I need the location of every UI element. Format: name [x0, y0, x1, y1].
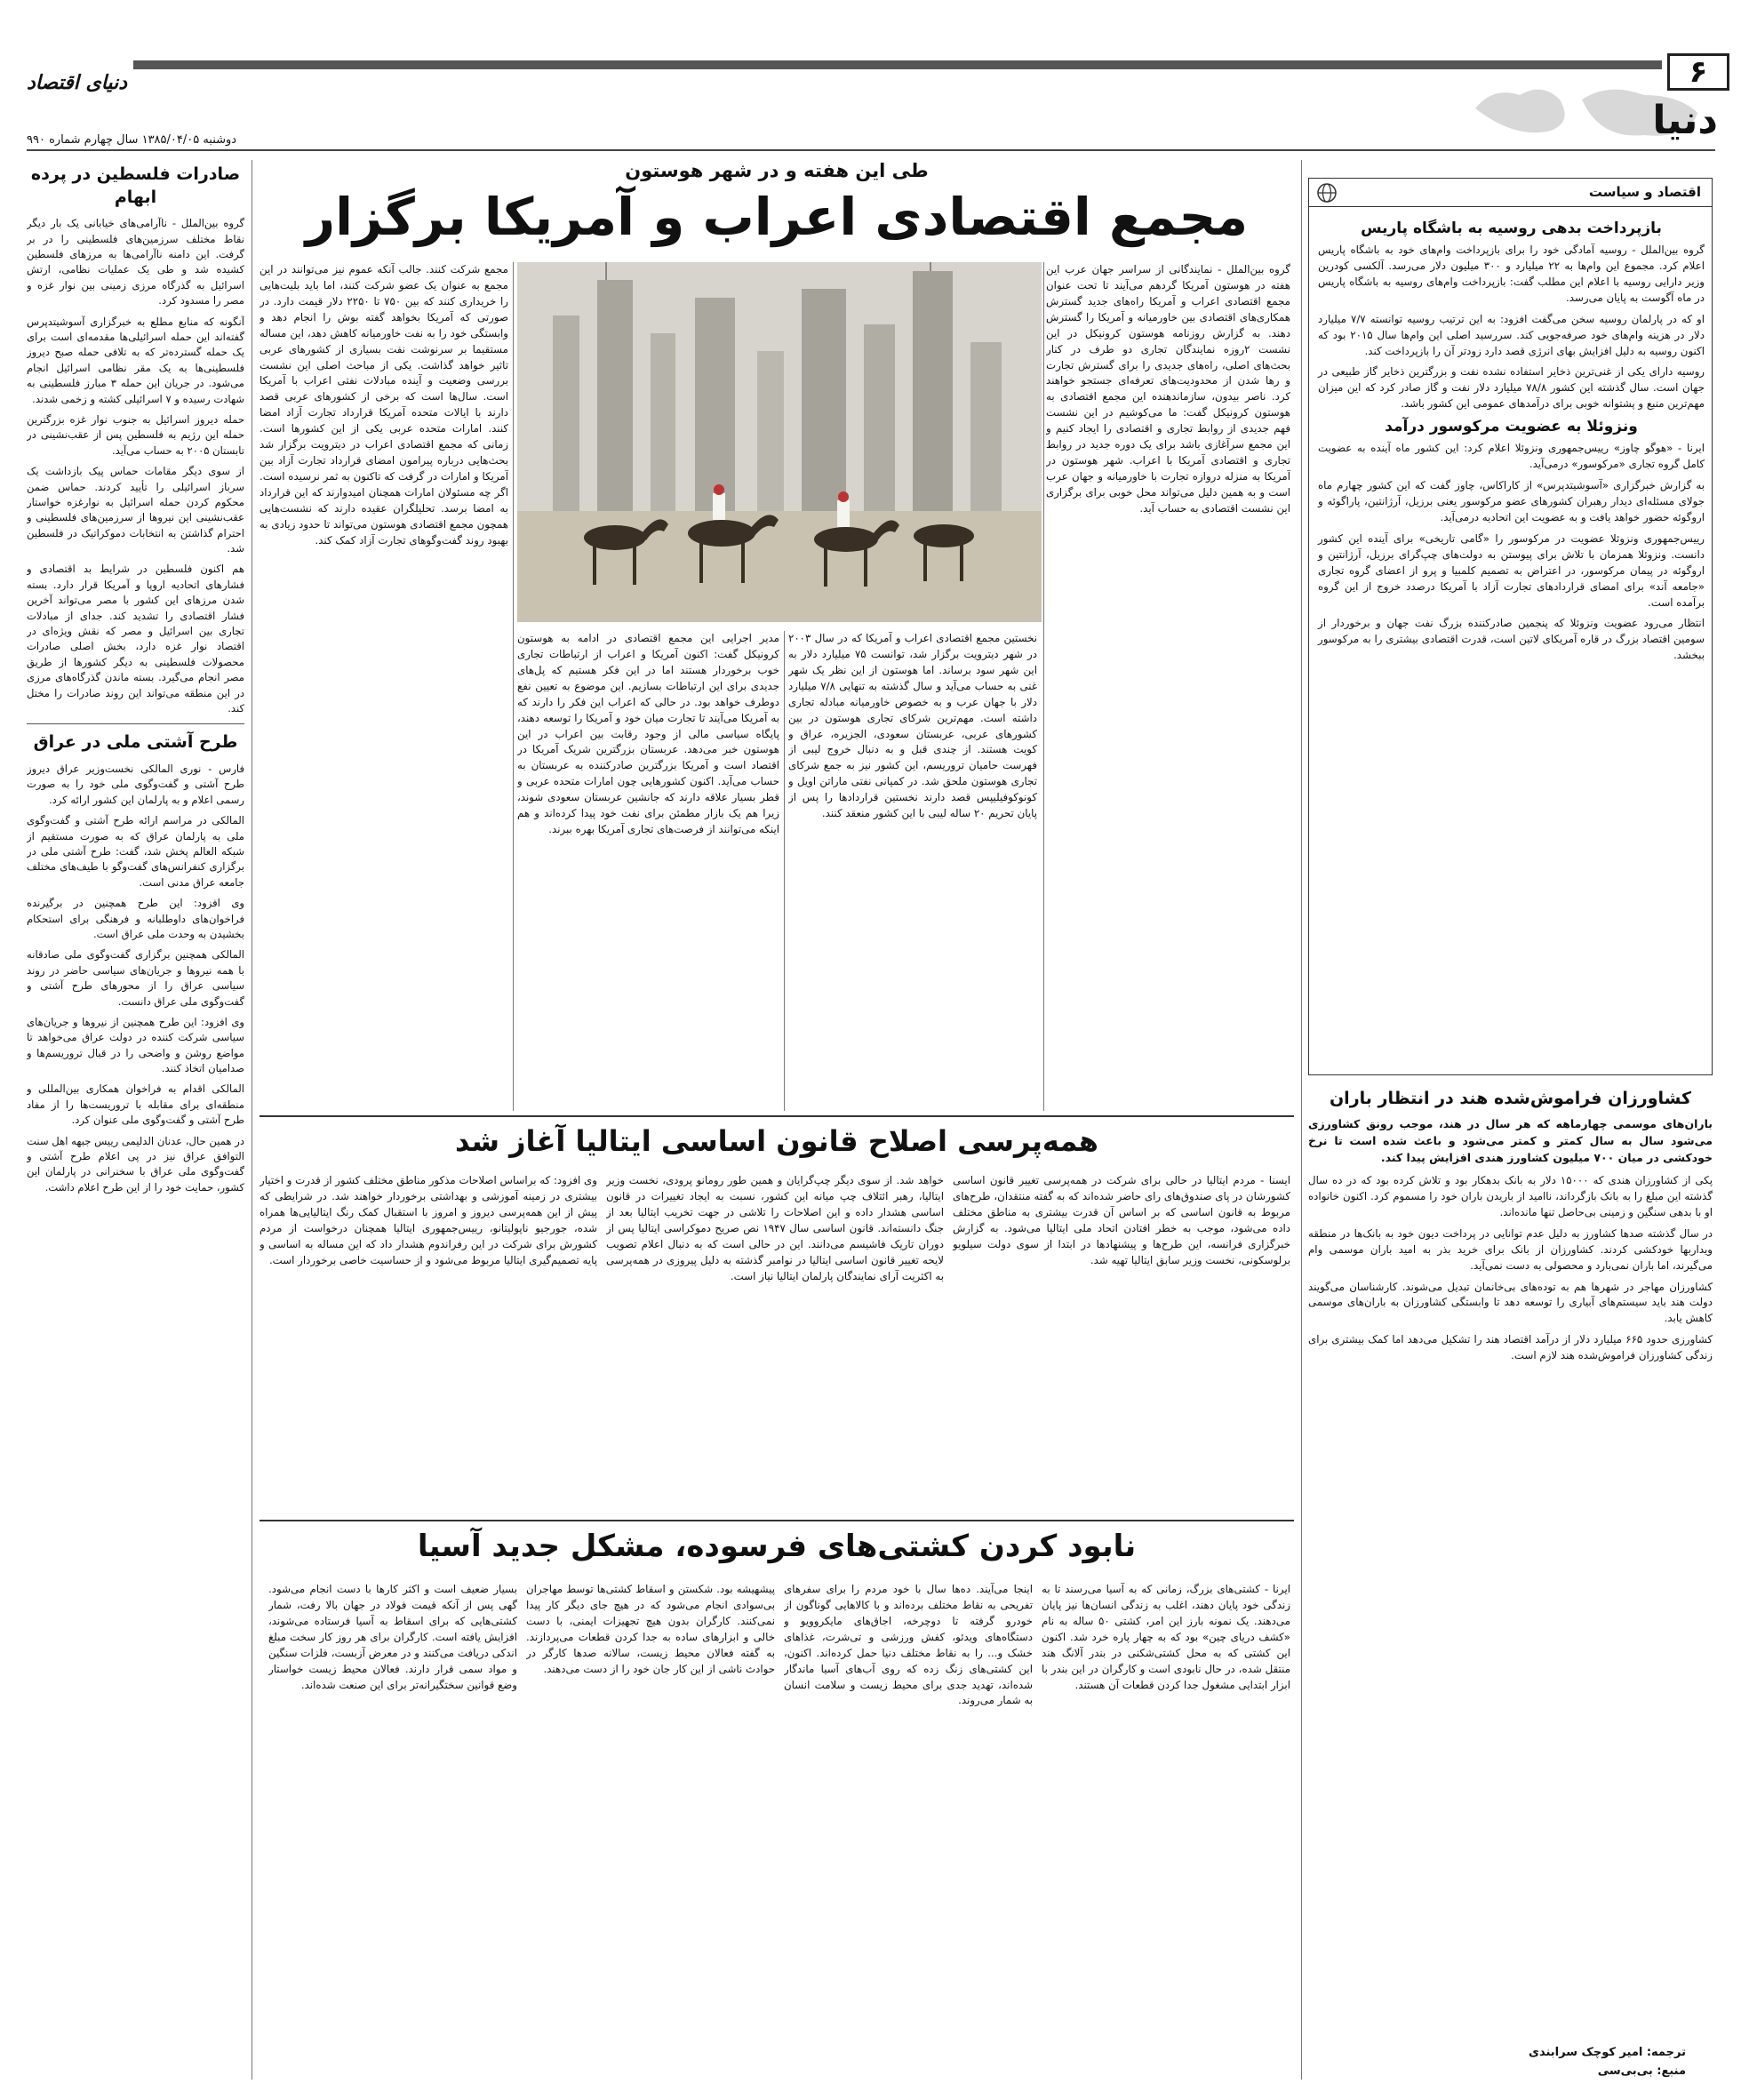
left-column — [27, 160, 244, 2088]
venezuela-paragraph: به گزارش خبرگزاری «آسوشیتدپرس» از کاراکاس، چاوز گفت که این کشور چهارم ماه جولای مسئله‌ای دیدار رهبران کشورهای عضو مرکوسور یعنی برزیل، آرژانتین، پاراگوئه و اروگوئه حضور خواهد یافت و به عضویت این اتحادیه درمی‌آید. — [1318, 479, 1705, 523]
italy-column: وی افزود: که براساس اصلاحات مذکور مناطق مختلف کشور از قدرت و اختیار بیشتری در زمینه آموزشی و بهداشتی برخوردار خواهند شد. در شرایطی که پیش از این همه‌پرسی دیروز و امروز با استقبال کمک رنگ ایتالیایی‌ها همراه شده، جورجیو ناپولیتانو، رییس‌جمهوری ایتالیا همچنان درخواست از مردم کشورش برای شرکت در این رفراندوم هشدار داد که این مساله به اساسی و پایه تصمیم‌گیری ایتالیا مربوط می‌شود و از حساسیت خاصی برخوردار است. — [260, 1174, 597, 1266]
venezuela-paragraph: رییس‌جمهوری ونزوئلا عضویت در مرکوسور را «گامی تاریخی» برای آینده این کشور دانست. ونزوئلا همزمان با تلاش برای پیوستن به دولت‌های چپ‌گرای برزیل، آرژانتین و اروگوئه در پیمان مرکوسور، در اعتراض به تصمیم کلمبیا و پرو از اعضای گروه تجاری «جامعه آند» برای امضای قراردادهای تجارت آزاد با آمریکا درصدد خروج از این گروه برآمده است. — [1318, 531, 1705, 609]
palestine-paragraph: هم اکنون فلسطین در شرایط بد اقتصادی و فشارهای اتحادیه اروپا و آمریکا قرار دارد. بسته شدن مرزهای این کشور با مصر می‌تواند آخرین فشار اقتصادی را تشدید کند. جدای از مبادلات تجاری بین اسرائیل و مصر که نقش ویژه‌ای در اقتصاد نوار غزه دارد، بخش اصلی صادرات محصولات فلسطینی به دیگر کشورها از طریق مصر انجام می‌گیرد. بسته ماندن گذرگاه‌های مرزی در این منطقه می‌تواند این روند صادرات را مختل کند. — [27, 563, 244, 715]
palestine-paragraph: آنگونه که منابع مطلع به خبرگزاری آسوشیتدپرس گفته‌اند این حمله اسرائیلی‌ها مقدمه‌ای است برای یک حمله گسترده‌تر که به تلافی حمله صبح دیروز فلسطینی‌ها به یک مقر نظامی اسرائیل انجام می‌شود. در جریان این حمله ۳ مبارز فلسطینی به شهادت رسیده و ۷ اسرائیلی کشته و زخمی شدند. — [27, 315, 244, 405]
russia-story-title: بازپرداخت بدهی روسیه به باشگاه پاریس — [1361, 220, 1662, 237]
india-farmers-paragraph: پکی از کشاورزان هندی که ۱۵۰۰۰ دلار به بانک بدهکار بود و تلاش کرده بود که در ده سال گذشته این مبلغ را به بانک بازگرداند، ناامید از باریدن باران خود را مسموم کرد. اکنون خانواده او با بدهی سنگین و زمینی بی‌حاصل تنها مانده‌اند. — [1308, 1174, 1713, 1218]
india-farmers-title: کشاورزان فراموش‌شده هند در انتظار باران — [1329, 1089, 1692, 1108]
main-kicker: طی این هفته و در شهر هوستون — [625, 160, 929, 181]
iraq-paragraph: المالکی در مراسم ارائه طرح آشتی و گفت‌وگوی ملی به پارلمان عراق که به صورت مستقیم از شبکه العالم پخش شد، گفت: طرح آشتی ملی در برگزاری کنفرانس‌های گفت‌وگو با طیف‌های مختلف جامعه عراق مدنی است. — [27, 814, 244, 889]
india-farmers-story — [1308, 1089, 1713, 2088]
iraq-paragraph: وی افزود: این طرح همچنین در برگیرنده فراخوان‌های داوطلبانه و فرهنگی برای استحکام بخشیدن به وحدت ملی عراق است. — [27, 897, 244, 940]
asia-column: پیشهیشه بود. شکستن و اسقاط کشتی‌ها توسط مهاجران بی‌سوادی انجام می‌شود که در هیچ جای دیگر کار پیدا نمی‌کنند. کارگران بدون هیچ تجهیزات ایمنی، با دست خالی و ابزارهای ساده به جدا کردن قطعات می‌پردازند. به گفته فعالان محیط زیست، سالانه صدها کارگر در حوادث ناشی از این کار جان خود را از دست می‌دهند. — [526, 1583, 775, 1675]
box-label: اقتصاد و سیاست — [1309, 179, 1712, 207]
source-credit: منبع: بی‌بی‌سی — [1597, 2064, 1686, 2079]
main-area — [260, 160, 1294, 2088]
column-separator — [513, 262, 514, 1111]
main-story-column: مجمع شرکت کنند. جالب آنکه عموم نیز می‌توانند در این مجمع به عنوان یک عضو شرکت کنند، اما باید بلیت‌هایی را خریداری کنند که بین ۷۵۰ تا ۲۲۵۰ دلار قیمت دارد. در صورتی که آمریکا بخواهد گفته بوش را انجام دهد و وابستگی خود را به نفت خاورمیانه کاهش دهد، این مساله مستقیما بر سرنوشت نفت بسیاری از کشورهای عربی تاثیر خواهد گذاشت. یکی از مباحث اصلی این نشست بررسی وضعیت و آینده مبادلات نفتی اعراب با آمریکا است. سال‌ها است که برخی از کشورهای عربی قصد دارند با ایالات متحده آمریکا قرارداد تجارت آزاد امضا کنند. امارات متحده عربی یکی از این کشورها است. زمانی که مجمع اقتصادی اعراب در دیترویت برگزار شد بحث‌هایی درباره پیرامون امضای قرارداد تجارت آزاد بین آمریکا و امارات در گرفت که تاکنون به ثمر نرسیده است. اگر چه مسئولان امارات همچنان امیدوارند که این قرارداد به امضا برسد. تحلیلگران عقیده دارند که نشست‌هایی همچون مجمع اقتصادی هوستون می‌تواند تا حدود زیادی به بهبود روند گفت‌وگوهای تجارت آزاد کمک کند. — [260, 263, 508, 547]
iraq-paragraph: وی افزود: این طرح همچنین از نیروها و جریان‌های سیاسی شرکت کننده در دولت عراق می‌خواهد تا مواضع روشن و واضحی را در قبال تروریسم‌ها و صدامیان اتخاذ کنند. — [27, 1015, 244, 1075]
venezuela-story-title: ونزوئلا به عضویت مرکوسور درآمد — [1385, 418, 1638, 436]
russia-paragraph: گروه بین‌الملل - روسیه آمادگی خود را برای بازپرداخت وام‌های خود به باشگاه پاریس اعلام کرد. مجموع این وام‌ها به ۲۲ میلیارد و ۳۰۰ میلیون دلار می‌رسد. آلکسی کودرین وزیر دارایی روسیه با اعلام این مطلب گفت: بازپرداخت وام‌های روسیه به باشگاه پاریس در ماه آگوست به پایان می‌رسد. — [1318, 244, 1705, 304]
main-story-column: نخستین مجمع اقتصادی اعراب و آمریکا که در سال ۲۰۰۳ در شهر دیترویت برگزار شد، توانست ۷۵ میلیارد دلار به این شهر سود برساند. اما هوستون از این نظر یک شهر غنی به حساب می‌آید و سال گذشته به تنهایی ۷/۸ میلیارد دلار با جهان عرب و به خصوص خاورمیانه مبادله تجاری داشته است. مهم‌ترین شرکای تجاری هوستون در بین کشورهای عربی، عربستان سعودی، الجزیره، عراق و کویت هستند. از چندی قبل و به دنبال خروج لیبی از فهرست حامیان تروریسم، این کشور نیز به جمع شرکای تجاری هوستون ملحق شد. در کمپانی نفتی ماراتن اویل و کونوکوفیلیپس قصد دارند نخستین قراردادها را پس از پایان تحریم ۲۰ ساله لیبی با این کشور منعقد کنند. — [788, 632, 1037, 820]
right-column — [1308, 178, 1713, 2088]
italy-column: ایسنا - مردم ایتالیا در حالی برای شرکت در همه‌پرسی تغییر قانون اساسی کشورشان در پای صندوق‌های رای حاضر شده‌اند که به گفته منتقدان، طرح‌های مربوط به قانون اساسی که بر اساس آن قدرت بیشتری به مناطق مختلف داده می‌شود، موجب به خطر افتادن اتحاد ملی ایتالیا می‌شود. به گزارش خبرگزاری فرانسه، این طرح‌ها و پیشنهادها در ابتدا از سوی دولت سیلویو برلوسکونی، نخست وزیر سابق ایتالیا تهیه شد. — [953, 1174, 1290, 1266]
page-number: ۶ — [1667, 53, 1729, 91]
section-title: دنیا — [1652, 98, 1718, 143]
asia-column: بسیار ضعیف است و اکثر کارها با دست انجام می‌شود. گهی پس از آنکه قیمت فولاد در جهان بالا رفت، شمار کشتی‌هایی که برای اسقاط به آسیا فرستاده می‌شوند، افزایش یافته است. کارگران برای هر روز کار سخت مبلغ اندکی دریافت می‌کنند و در معرض آزبست، فلزات سنگین و مواد سمی قرار دارند. فعالان محیط زیست خواستار وضع قوانین سختگیرانه‌تر برای این صنعت شده‌اند. — [268, 1583, 517, 1691]
asia-headline: نابود کردن کشتی‌های فرسوده، مشکل جدید آسیا — [417, 1529, 1137, 1564]
column-separator — [784, 631, 785, 1111]
masthead-logo: دنیای اقتصاد — [27, 71, 127, 94]
palestine-paragraph: گروه بین‌الملل - ناآرامی‌های خیابانی یک بار دیگر نقاط مختلف سرزمین‌های فلسطینی را در بر گرفت. این دامنه ناآرامی‌ها به مرزهای فلسطین کشیده شد و طی یک عملیات نظامی، ارتش اسرائیل به گذرگاه مرزی زمینی بین نوار غزه و مصر را مسدود کرد. — [27, 217, 244, 307]
palestine-story-title: صادرات فلسطین در پرده ابهام — [30, 164, 241, 207]
main-headline: مجمع اقتصادی اعراب و آمریکا برگزار — [305, 187, 1249, 247]
india-farmers-lead: باران‌های موسمی چهارماهه که هر سال در هند، موجب رونق کشاورزی می‌شود سال به سال کمتر و کمتر می‌شود و باعث شده است تا نرخ خودکشی در میان ۷۰۰ میلیون کشاورز هندی افزایش پیدا کند. — [1308, 1117, 1713, 1164]
italy-column: خواهد شد. از سوی دیگر چپ‌گرایان و همین طور رومانو پرودی، نخست وزیر ایتالیا، رهبر ائتلاف چپ میانه این کشور، نسبت به ایجاد تغییرات در قانون اساسی هشدار داده و این اصلاحات را تلاشی در جهت تخریب ایتالیا بعد از جنگ دانسته‌اند. قانون اساسی سال ۱۹۴۷ نص صریح دموکراسی ایتالیا پس از دوران تاریک فاشیسم می‌دانند. این در حالی است که به دنبال اعلام تصویب لایحه تغییر قانون اساسی ایتالیا در نوامبر گذشته به دلیل پیروزی در همه‌پرسی به اکثریت آرای نمایندگان پارلمان ایتالیا نیاز است. — [606, 1174, 944, 1282]
venezuela-paragraph: انتظار می‌رود عضویت ونزوئلا که پنجمین صادرکننده بزرگ نفت جهان و برخوردار از سومین اقتصاد بزرگ در قاره آمریکای لاتین است، قدرت اقتصادی بیشتری را به مرکوسور ببخشد. — [1318, 617, 1705, 662]
russia-paragraph: او که در پارلمان روسیه سخن می‌گفت افزود: به این ترتیب روسیه توانسته ۷/۷ میلیارد دلار در هزینه وام‌های خود صرفه‌جویی کند. سررسید اصلی این وام‌ها سال ۲۰۱۵ بود که اکنون روسیه به دلیل افزایش بهای انرژی قصد دارد زودتر آن را بازپرداخت کند. — [1318, 312, 1705, 357]
india-farmers-paragraph: کشاورزان مهاجر در شهرها هم به توده‌های بی‌خانمان تبدیل می‌شوند. کارشناسان می‌گویند دولت هند باید سیستم‌های آبیاری را توسعه دهد تا وابستگی کشاورزان به باران‌های موسمی کاهش یابد. — [1308, 1280, 1713, 1325]
palestine-paragraph: از سوی دیگر مقامات حماس پیک بازداشت یک سرباز اسرائیلی را تأیید کردند. حماس ضمن محکوم کردن حمله اسرائیل به نوارغزه خواستار عقب‌نشینی این نیروها از سرزمین‌های فلسطینی و احترام گذاشتن به انتخابات دموکراتیک در فلسطین شد. — [27, 465, 244, 555]
economy-politics-box — [1308, 178, 1713, 1075]
main-story-column: مدیر اجرایی این مجمع اقتصادی در ادامه به هوستون کرونیکل گفت: اکنون آمریکا و اعراب از ارتباطات تجاری خوب برخوردار هستند اما در این فکر هستیم که پل‌های جدیدی برای این ارتباطات بسازیم. این موضوع به تعیین نفع دوطرف خواهد بود. در حالی که اعراب این فکر را دارند که به آمریکا می‌آیند تا تجارت میان خود و آمریکا را توسعه دهند، پایگاه سیاسی مالی از وجود رقابت بین اعراب در این هوستون خبر می‌دهد. عربستان بزرگترین شریک آمریکا در اقتصاد است و آمریکا بزرگترین صادرکننده به عربستان به حساب می‌آید. اکنون کشورهایی چون امارات متحده عربی و قطر بسیار علاقه دارند که جانشین عربستان سعودی شوند، زیرا هم یک بازار مطمئن برای نفت خود پیدا کرده‌اند و هم اینکه می‌توانند از فرصت‌های تجاری آمریکا بهره ببرند. — [517, 632, 779, 836]
palestine-paragraph: حمله دیروز اسرائیل به جنوب نوار غزه بزرگترین حمله این رژیم به فلسطین پس از عقب‌نشینی در تابستان ۲۰۰۵ به حساب می‌آید. — [27, 412, 244, 457]
column-separator — [1043, 262, 1044, 1111]
asia-column: ایرنا - کشتی‌های بزرگ، زمانی که به آسیا می‌رسند تا به زندگی خود پایان دهند، اغلب به زندگی انسان‌ها نیز پایان می‌دهند. یک نمونه بارز این امر، کشتی ۵۰ ساله به نام «کشف دریای چین» بود که به چهار پاره خرد شد. اکنون این کشتی که به محل کشتی‌شکنی در بندر آلانگ هند منتقل شده، در حال نابودی است و کارگران در این بندر با ابزار ابتدایی مشغول جدا کردن قطعات آن هستند. — [1042, 1583, 1290, 1691]
iraq-paragraph: المالکی همچنین برگزاری گفت‌وگوی ملی صادقانه با همه نیروها و جریان‌های سیاسی حاضر در روند سیاسی عراق را از محورهای طرح آشتی و گفت‌وگوی ملی عراق دانست. — [27, 948, 244, 1008]
header-rule — [133, 60, 1662, 69]
story-divider — [27, 723, 244, 724]
issue-info: دوشنبه ۱۳۸۵/۰۴/۰۵ سال چهارم شماره ۹۹۰ — [27, 133, 237, 147]
venezuela-paragraph: ایرنا - «هوگو چاوز» رییس‌جمهوری ونزوئلا اعلام کرد: این کشور ماه آینده به عضویت کامل گروه تجاری «مرکوسور» درمی‌آید. — [1318, 442, 1705, 471]
column-separator — [1301, 160, 1302, 2080]
iraq-paragraph: المالکی اقدام به فراخوان همکاری بین‌المللی و منطقه‌ای برای مقابله با تروریست‌ها را از مفاد طرح آشتی و گفت‌وگوی ملی عنوان کرد. — [27, 1082, 244, 1127]
iraq-story-title: طرح آشتی ملی در عراق — [33, 732, 238, 753]
iraq-paragraph: در همین حال، عدنان الدلیمی رییس جبهه اهل سنت التوافق عراق نیز در پی اعلام طرح آشتی و گفت‌وگوی ملی عراق با سخنرانی در پارلمان این کشور، حمایت خود را از این طرح اعلام داشت. — [27, 1134, 244, 1194]
camel-race-skyline-photo — [517, 262, 1042, 622]
story-rule — [260, 1115, 1294, 1117]
translator-credit: ترجمه: امیر کوچک سرابندی — [1529, 2046, 1686, 2060]
russia-paragraph: روسیه دارای یکی از غنی‌ترین ذخایر استفاده نشده نفت و بزرگترین ذخایر گاز طبیعی در جهان است. سال گذشته این کشور ۷۸/۸ میلیارد دلار نفت و گاز صادر کرد که این میزان مهم‌ترین منبع و پشتوانه خوبی برای درآمدهای عمومی این کشور باشد. — [1318, 365, 1705, 411]
main-story-column: گروه بین‌الملل - نمایندگانی از سراسر جهان عرب این هفته در هوستون آمریکا گردهم می‌آیند تا تحت عنوان مجمع اقتصادی اعراب و آمریکا راه‌های جدید گسترش همکاری‌های اقتصادی بین خاورمیانه و آمریکا را گسترش دهند. به گزارش روزنامه هوستون کرونیکل در این نشست ۲روزه نمایندگان تجاری دو طرف در کنار بحث‌های اصلی، راه‌های جدیدی را برای گسترش تجارت و رها شدن از محدودیت‌های تعرفه‌ای جستجو خواهند کرد. ناصر بیدون، سازماندهنده این مجمع اقتصادی به هوستون کرونیکل گفت: ما می‌کوشیم در این نشست فهم جدیدی از روابط تجاری و اقتصادی را ایجاد کنیم و این مجمع سرآغازی باشد برای یک دوره جدید در روابط تجاری و اقتصادی آمریکا با اعراب. شهر هوستون در آمریکا به منزله دروازه تجارت با خاورمیانه و جهان عرب است و به همین دلیل می‌تواند محل خوبی برای برگزاری این نشست اقتصادی به حساب آید. — [1046, 263, 1290, 515]
italy-headline: همه‌پرسی اصلاح قانون اساسی ایتالیا آغاز شد — [455, 1124, 1098, 1158]
india-farmers-paragraph: در سال گذشته صدها کشاورز به دلیل عدم توانایی در پرداخت دیون خود به بانک‌ها در منطقه ویداربها خودکشی کردند. کشاورزان از بانک برای خرید بذر به امید باران موسمی وام می‌گیرند، اما باران نمی‌بارد و محصولی به دست نمی‌آید. — [1308, 1226, 1713, 1272]
india-farmers-paragraph: کشاورزی حدود ۶۶۵ میلیارد دلار از درآمد اقتصاد هند را تشکیل می‌دهد اما کمک بیشتری برای زندگی کشاورزان فراموش‌شده هند لازم است. — [1308, 1333, 1713, 1362]
asia-column: اینجا می‌آیند. ده‌ها سال با خود مردم را برای سفرهای تفریحی به نقاط مختلف برده‌اند و با کالاهایی گوناگون از خودرو گرفته تا دوچرخه، اجاق‌های مایکروویو و دستگاه‌های ویدئو، کفش ورزشی و تی‌شرت، غذاهای خشک و... را به نقاط مختلف دنیا حمل کرده‌اند. اکنون، این کشتی‌های زنگ زده که روی آب‌های آسیا ماندگار شده‌اند، تهدید جدی برای محیط زیست و سلامت انسان به شمار می‌روند. — [784, 1583, 1033, 1707]
box-content — [1318, 214, 1705, 669]
credits — [1529, 2044, 1686, 2081]
globe-icon — [1316, 182, 1338, 204]
header-underline — [27, 149, 1715, 151]
story-rule — [260, 1520, 1294, 1521]
iraq-paragraph: فارس - نوری المالکی نخست‌وزیر عراق دیروز طرح آشتی و گفت‌وگوی ملی خود را به صورت رسمی اعلام و به پارلمان این کشور ارائه کرد. — [27, 763, 244, 806]
